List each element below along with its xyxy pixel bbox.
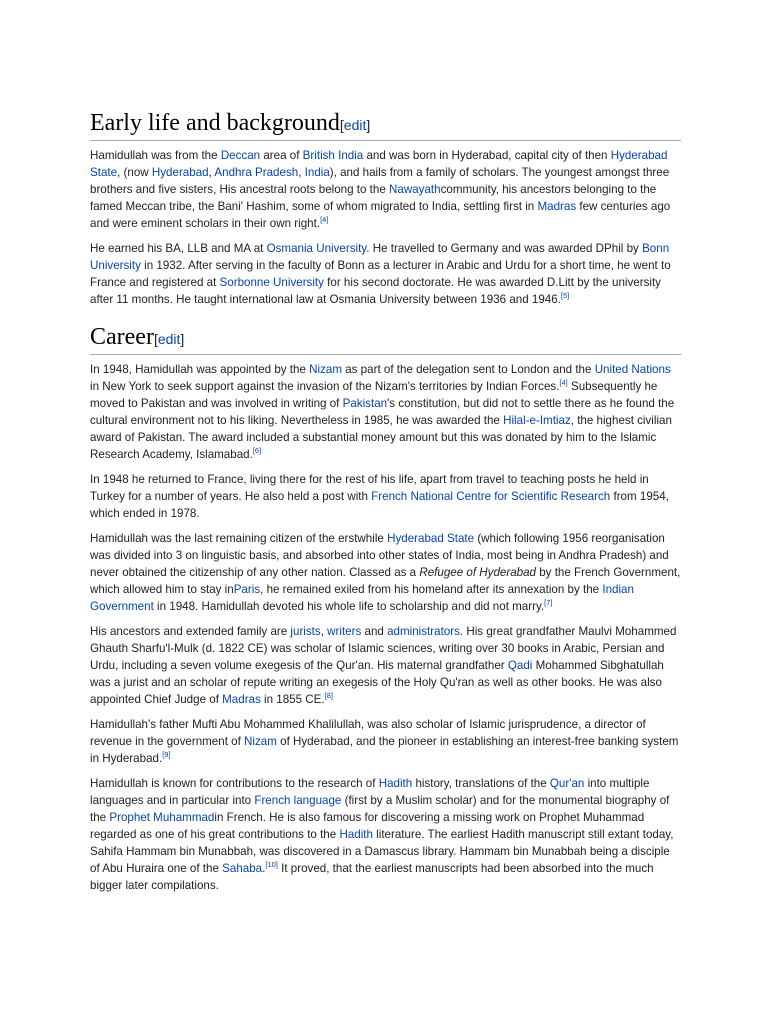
body-paragraph [90,530,681,615]
wiki-link[interactable]: British India [302,149,364,162]
wiki-link[interactable]: French language [254,794,342,807]
body-paragraph [90,361,681,463]
citation-ref [253,446,261,455]
text-run: . He travelled to Germany and was awarded DPhil by [366,242,643,255]
citation-link[interactable]: [9] [162,750,171,760]
wiki-link[interactable]: Hyderabad State [90,149,668,179]
wiki-link[interactable]: Indian Government [90,583,634,613]
wiki-link[interactable]: Hadith [378,777,413,790]
citation-link[interactable]: [7] [544,598,553,608]
wiki-link[interactable]: Bonn University [90,242,670,272]
citation-ref [265,860,278,869]
citation-link[interactable]: [4] [320,215,329,225]
citation-link[interactable]: [10] [265,860,278,870]
text-run: from 1954, which ended in 1978. [90,490,669,520]
body-paragraph [90,471,681,522]
wiki-link[interactable]: writers [327,625,362,638]
wiki-link[interactable]: Hadith [339,828,373,841]
section-career [90,322,681,894]
section-body [90,361,681,894]
text-run: . His great grandfather Maulvi Mohammed Ghauth Sharfu'l-Mulk (d. 1822 CE) was scholar of Islamic sciences, writing over 30 books in Arabic, Persian and Urdu, including a seven volume exegesis of the Qur'an. His maternal grandfather [90,625,677,672]
text-run: Subsequently he moved to Pakistan and was involved in writing of [90,380,658,410]
text-run: (which following 1956 reorganisation was divided into 3 on linguistic basis, and absorbed into other states of India, most being in Andhra Pradesh) and never obtained the citizenship of any other nation. Classed as a [90,532,669,579]
italic-text: Refugee of Hyderabad [419,566,537,579]
text-run: in French. He is also famous for discovering a missing work on Prophet Muhammad regarded as one of his great contributions to the [90,811,645,841]
text-run: Hamidullah was from the [90,149,221,162]
text-run: in New York to seek support against the invasion of the Nizam's territories by Indian Forces. [90,380,560,393]
text-run: in 1948. Hamidullah devoted his whole life to scholarship and did not marry. [153,600,545,613]
text-run: in 1855 CE. [260,693,325,706]
text-run: and [361,625,388,638]
text-run: Hamidullah's father Mufti Abu Mohammed Khalilullah, was also scholar of Islamic jurisprudence, a director of revenue in the government of [90,718,646,748]
text-run: His ancestors and extended family are [90,625,291,638]
wiki-link[interactable]: Nizam [309,363,342,376]
text-run: into multiple languages and in particular into [90,777,650,807]
text-run: Hamidullah is known for contributions to the research of [90,777,379,790]
body-paragraph [90,775,681,894]
citation-link[interactable]: [8] [324,691,333,701]
citation-ref [325,691,333,700]
wiki-link[interactable]: French National Centre for Scientific Research [371,490,611,503]
text-run: and was born in Hyderabad, capital city of then [363,149,611,162]
text-run: , [298,166,305,179]
wiki-link[interactable]: Hyderabad [151,166,209,179]
wiki-link[interactable]: Nizam [244,735,277,748]
section-body [90,147,681,308]
wiki-link[interactable]: United Nations [594,363,671,376]
wiki-link[interactable]: Madras [537,200,577,213]
wiki-link[interactable]: Deccan [220,149,261,162]
section-early-life [90,108,681,308]
section-heading [90,108,681,141]
text-run: history, translations of the [412,777,550,790]
text-run: few centuries ago and were eminent scholars in their own right. [90,200,671,230]
body-paragraph [90,716,681,767]
text-run: , he remained exiled from his homeland after its annexation by the [260,583,603,596]
body-paragraph [90,623,681,708]
section-heading [90,322,681,355]
edit-section-link[interactable]: edit [157,331,181,347]
text-run: community, his ancestors belonging to the famed Meccan tribe, the Bani' Hashim, some of whom migrated to India, settling first in [90,183,657,213]
body-paragraph [90,240,681,308]
wiki-link[interactable]: Paris [233,583,261,596]
citation-link[interactable]: [6] [252,446,262,456]
wiki-link[interactable]: Madras [222,693,261,706]
text-run: He earned his BA, LLB and MA at [90,242,267,255]
text-run: In 1948 he returned to France, living there for the rest of his life, apart from travel to teaching posts he held in Turkey for a number of years. He also held a post with [90,473,649,503]
citation-ref [320,215,328,224]
body-paragraph [90,147,681,232]
citation-ref [162,750,170,759]
citation-ref [561,291,569,300]
edit-section-link-wrapper: [edit] [153,331,185,347]
section-title: Early life and background [90,110,340,136]
wiki-link[interactable]: Hilal-e-Imtiaz [503,414,571,427]
wiki-link[interactable]: administrators [387,625,460,638]
section-title: Career [90,324,154,350]
wiki-link[interactable]: Andhra Pradesh [214,166,299,179]
wiki-link[interactable]: Osmania University [266,242,367,255]
wiki-link[interactable]: Prophet Muhammad [109,811,215,824]
text-run: 's constitution, but did not to settle there as he found the cultural environment not to his liking. Nevertheless in 1985, he was awarded the [90,397,675,427]
text-run: in 1932. After serving in the faculty of Bonn as a lecturer in Arabic and Urdu for a short time, he went to France and registered at [90,259,671,289]
text-run: ), and hails from a family of scholars. The youngest amongst three brothers and five sisters, His ancestral roots belong to the [90,166,670,196]
text-run: Hamidullah was the last remaining citizen of the erstwhile [90,532,388,545]
wiki-link[interactable]: Pakistan [342,397,388,410]
edit-section-link[interactable]: edit [343,117,367,133]
text-run: area of [260,149,303,162]
wiki-link[interactable]: Qur'an [549,777,585,790]
wiki-link[interactable]: Sahaba [222,862,263,875]
citation-ref [544,598,552,607]
wiki-link[interactable]: Nawayath [389,183,441,196]
text-run: , the highest civilian award of Pakistan. The award included a substantial money amount but this was donated by him to the Islamic Research Academy, Islamabad. [90,414,672,461]
wiki-link[interactable]: Sorbonne University [219,276,324,289]
text-run: (first by a Muslim scholar) and for the monumental biography of the [90,794,670,824]
text-run: , (now [117,166,152,179]
text-run: In 1948, Hamidullah was appointed by the [90,363,310,376]
wiki-link[interactable]: Hyderabad State [387,532,475,545]
citation-link[interactable]: [4] [559,378,568,388]
text-run: as part of the delegation sent to London and the [342,363,595,376]
text-run: , [208,166,215,179]
text-run: , [320,625,328,638]
text-run: literature. The earliest Hadith manuscript still extant today, Sahifa Hammam bin Munabbah, was discovered in a Damascus library. Hammam bin Munabbah being a disciple of Abu Huraira one of the [90,828,674,875]
wiki-link[interactable]: Qadi [507,659,533,672]
edit-section-link-wrapper: [edit] [339,117,371,133]
text-run: by the French Government, which allowed him to stay in [90,566,681,596]
wiki-link[interactable]: jurists [290,625,321,638]
text-run: for his second doctorate. He was awarded D.Litt by the university after 11 months. He taught international law at Osmania University between 1936 and 1946. [90,276,661,306]
citation-link[interactable]: [5] [560,291,570,301]
text-run: . [262,862,266,875]
text-run: It proved, that the earliest manuscripts had been absorbed into the much bigger later compilations. [90,862,654,892]
wiki-link[interactable]: India [304,166,330,179]
text-run: Mohammed Sibghatullah was a jurist and an scholar of repute writing an exegesis of the Holy Qu'ran as well as other books. He was also appointed Chief Judge of [90,659,664,706]
citation-ref [559,378,567,387]
text-run: of Hyderabad, and the pioneer in establishing an interest-free banking system in Hyderabad. [90,735,679,765]
